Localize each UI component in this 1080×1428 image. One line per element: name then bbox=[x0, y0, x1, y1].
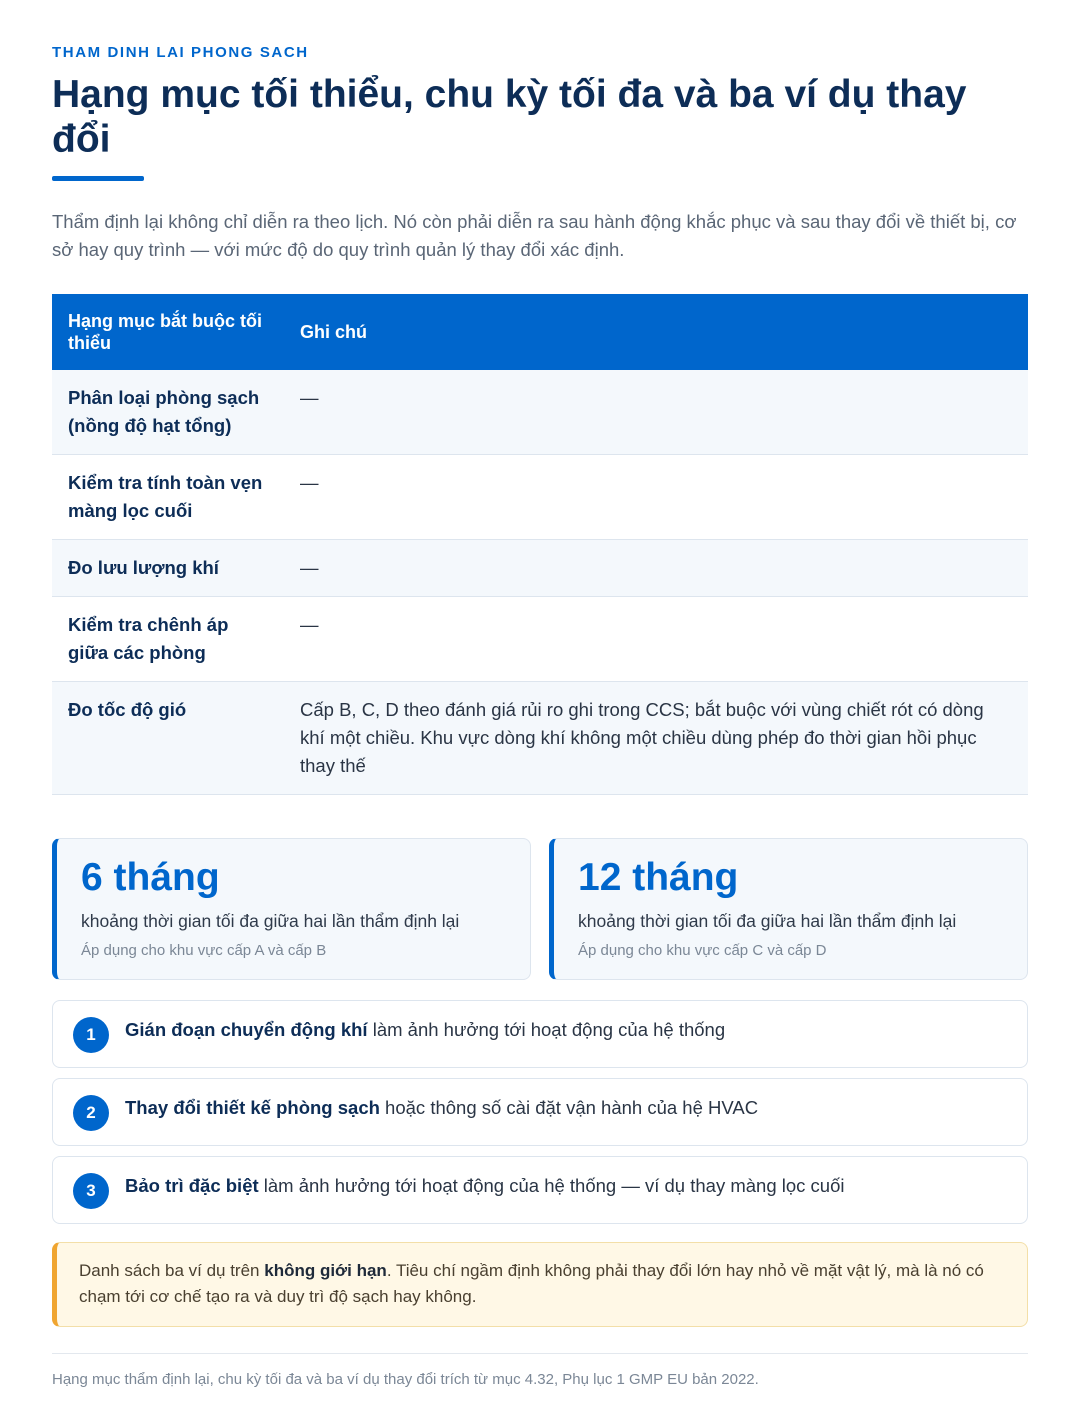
row-item: Phân loại phòng sạch (nồng độ hạt tổng) bbox=[52, 370, 284, 455]
example-item bbox=[52, 1078, 1028, 1146]
stat-note: Áp dụng cho khu vực cấp C và cấp D bbox=[578, 942, 827, 959]
example-rest: hoặc thông số cài đặt vận hành của hệ HVAC bbox=[379, 1097, 759, 1118]
page-title: Hạng mục tối thiểu, chu kỳ tối đa và ba ví dụ thay đổi bbox=[52, 73, 967, 161]
row-note: — bbox=[284, 370, 1028, 455]
table-header-row bbox=[52, 294, 1028, 370]
stat-card-grade-c-d bbox=[549, 838, 1028, 980]
stat-card-grade-a-b bbox=[52, 838, 531, 980]
example-text bbox=[125, 1017, 725, 1043]
callout-text-start: Danh sách ba ví dụ trên bbox=[79, 1261, 265, 1280]
number-badge: 1 bbox=[73, 1017, 109, 1053]
table-row bbox=[52, 682, 1028, 795]
intro-paragraph: Thẩm định lại không chỉ diễn ra theo lịch. Nó còn phải diễn ra sau hành động khắc phục và sau thay đổi về thiết bị, cơ sở hay quy trình — với mức độ do quy trình quản lý thay đổi xác định. bbox=[52, 211, 1017, 260]
table-row bbox=[52, 597, 1028, 682]
example-item bbox=[52, 1000, 1028, 1068]
header-item: Hạng mục bắt buộc tối thiểu bbox=[68, 311, 263, 353]
example-bold: Gián đoạn chuyển động khí bbox=[125, 1019, 368, 1040]
stat-value: 6 tháng bbox=[81, 856, 220, 899]
example-item bbox=[52, 1156, 1028, 1224]
footer-divider bbox=[52, 1353, 1028, 1354]
table-row bbox=[52, 370, 1028, 455]
row-item: Kiểm tra tính toàn vẹn màng lọc cuối bbox=[52, 455, 284, 540]
footer-source-note: Hạng mục thẩm định lại, chu kỳ tối đa và ba ví dụ thay đổi trích từ mục 4.32, Phụ lục 1 GMP EU bản 2022. bbox=[52, 1371, 759, 1388]
table-row bbox=[52, 455, 1028, 540]
stat-note: Áp dụng cho khu vực cấp A và cấp B bbox=[81, 942, 327, 959]
example-bold: Bảo trì đặc biệt bbox=[125, 1175, 259, 1196]
example-text bbox=[125, 1173, 844, 1199]
example-rest: làm ảnh hưởng tới hoạt động của hệ thống bbox=[367, 1019, 726, 1040]
example-text bbox=[125, 1095, 758, 1121]
row-item: Đo lưu lượng khí bbox=[52, 540, 284, 597]
row-note: — bbox=[284, 540, 1028, 597]
callout-text-end: . Tiêu chí ngầm định không phải thay đổi lớn hay nhỏ về mặt vật lý, mà là nó có chạm tới cơ chế tạo ra và duy trì độ sạch hay không. bbox=[79, 1261, 984, 1306]
example-bold: Thay đổi thiết kế phòng sạch bbox=[125, 1097, 380, 1118]
stat-label: khoảng thời gian tối đa giữa hai lần thẩm định lại bbox=[81, 911, 460, 931]
header-note: Ghi chú bbox=[300, 322, 367, 342]
row-note: Cấp B, C, D theo đánh giá rủi ro ghi trong CCS; bắt buộc với vùng chiết rót có dòng khí một chiều. Khu vực dòng khí không một chiều dùng phép đo thời gian hồi phục thay thế bbox=[284, 682, 1028, 795]
eyebrow-label: THAM DINH LAI PHONG SACH bbox=[52, 44, 309, 61]
row-item: Đo tốc độ gió bbox=[52, 682, 284, 795]
callout-bold: không giới hạn bbox=[264, 1261, 387, 1280]
table-row bbox=[52, 540, 1028, 597]
note-callout bbox=[52, 1242, 1028, 1327]
number-badge: 2 bbox=[73, 1095, 109, 1131]
example-rest: làm ảnh hưởng tới hoạt động của hệ thống — ví dụ thay màng lọc cuối bbox=[258, 1175, 845, 1196]
requirements-table bbox=[52, 294, 1028, 795]
title-underline bbox=[52, 176, 144, 181]
row-note: — bbox=[284, 455, 1028, 540]
stat-label: khoảng thời gian tối đa giữa hai lần thẩm định lại bbox=[578, 911, 957, 931]
row-note: — bbox=[284, 597, 1028, 682]
row-item: Kiểm tra chênh áp giữa các phòng bbox=[52, 597, 284, 682]
stat-value: 12 tháng bbox=[578, 856, 739, 899]
number-badge: 3 bbox=[73, 1173, 109, 1209]
